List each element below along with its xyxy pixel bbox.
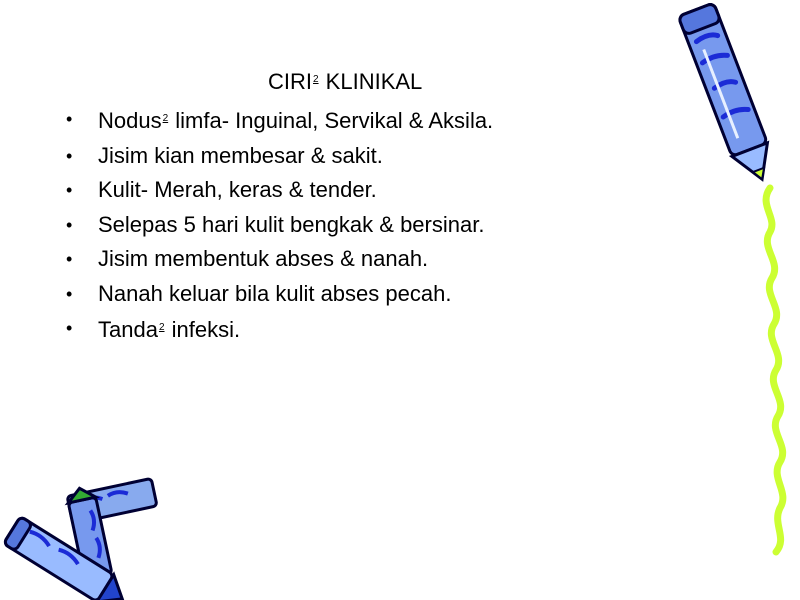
bullet-text: Nodus (98, 108, 162, 133)
crayons-icon (4, 478, 158, 600)
bullet-icon: • (66, 214, 73, 235)
bullet-superscript: 2 (158, 322, 165, 333)
bullet-icon: • (66, 249, 73, 269)
bullet-text-rest: infeksi. (165, 317, 241, 342)
bullet-icon: • (66, 180, 73, 200)
bullet-text: Selepas 5 hari kulit bengkak & bersinar. (98, 211, 485, 237)
title-text-rest: KLINIKAL (319, 69, 423, 94)
pen-icon (678, 3, 779, 187)
title-superscript: 2 (313, 74, 319, 85)
bullet-icon: • (66, 109, 73, 129)
bullet-icon: • (66, 318, 73, 338)
bullet-text: Tanda (98, 317, 158, 342)
bullet-text: Kulit- Merah, keras & tender. (98, 177, 377, 202)
bullet-icon: • (66, 145, 73, 166)
bullet-text: Jisim kian membesar & sakit. (98, 142, 383, 168)
title-text: CIRI (268, 69, 312, 94)
bullet-text-rest: limfa- Inguinal, Servikal & Aksila. (169, 108, 494, 133)
squiggle-line (766, 188, 783, 552)
bullet-text: Nanah keluar bila kulit abses pecah. (98, 280, 452, 306)
bullet-text: Jisim membentuk abses & nanah. (98, 246, 429, 271)
bullet-icon: • (66, 283, 73, 304)
bullet-superscript: 2 (162, 113, 169, 124)
